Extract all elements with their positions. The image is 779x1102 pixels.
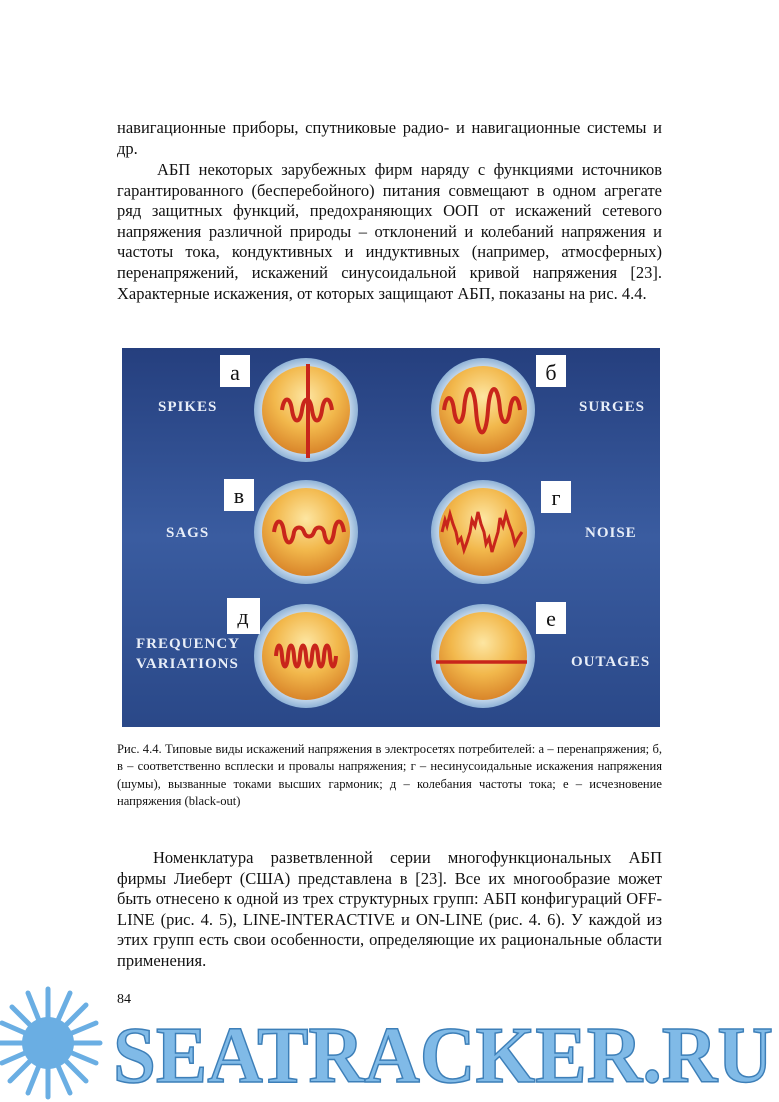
label-surges: SURGES	[579, 399, 646, 415]
letter-box-a	[220, 355, 250, 387]
letter-box-e	[227, 598, 260, 634]
svg-text:а: а	[230, 360, 240, 385]
svg-text:г: г	[551, 485, 561, 510]
panel-spikes	[254, 358, 358, 462]
svg-text:в: в	[233, 483, 245, 508]
watermark	[0, 985, 779, 1102]
panel-surges	[431, 358, 535, 462]
panel-frequency-variations	[254, 604, 358, 708]
label-noise: NOISE	[585, 525, 637, 541]
label-variations: VARIATIONS	[136, 656, 239, 672]
label-spikes: SPIKES	[158, 399, 218, 415]
watermark-text: SEATRACKER.RU	[113, 1012, 773, 1100]
letter-box-b	[536, 355, 566, 387]
panel-sags	[254, 480, 358, 584]
panel-outages	[431, 604, 535, 708]
paragraph-1: навигационные приборы, спутниковые радио- и навигационные системы и др.	[117, 118, 662, 158]
label-frequency: FREQUENCY	[136, 636, 241, 652]
figure-4-4	[122, 348, 660, 727]
paragraph-3: Номенклатура разветвленной серии многофункциональных АБП фирмы Лиеберт (США) представлена в [23]. Все их многообразие может быть отнесено к одной из трех структурных групп: АБП конфигураций OFF-LINE (рис. 4. 5), LINE-INTERACTIVE и ON-LINE (рис. 4. 6). У каждой из этих групп есть свои особенности, определяющие их рациональные области применения.	[117, 848, 662, 970]
letter-box-d	[541, 481, 571, 513]
label-outages: OUTAGES	[571, 654, 651, 670]
panel-noise	[431, 480, 535, 584]
paragraph-2: АБП некоторых зарубежных фирм наряду с функциями источников гарантированного (бесперебойного) питания совмещают в одном агрегате ряд защитных функций, предохраняющих ООП от искажений сетевого напряжения различной природы – отклонений и колебаний напряжения и частоты тока, кондуктивных и индуктивных (например, атмосферных) перенапряжений, искажений синусоидальной кривой напряжения [23]. Характерные искажения, от которых защищают АБП, показаны на рис. 4.4.	[117, 160, 662, 303]
svg-text:б: б	[545, 360, 557, 385]
letter-box-f	[536, 602, 566, 634]
svg-text:е: е	[546, 606, 556, 631]
page-number: 84	[117, 992, 131, 1007]
figure-caption: Рис. 4.4. Типовые виды искажений напряжения в электросетях потребителей: а – перенапряжения; б, в – соответственно всплески и провалы напряжения; г – несинусоидальные искажения напряжения (шумы), вызванные токами высших гармоник; д – колебания частоты тока; е – исчезновение напряжения (black-out)	[117, 742, 662, 809]
sun-icon	[0, 989, 100, 1097]
letter-box-c	[224, 479, 254, 511]
label-sags: SAGS	[166, 525, 210, 541]
svg-text:д: д	[237, 604, 249, 629]
